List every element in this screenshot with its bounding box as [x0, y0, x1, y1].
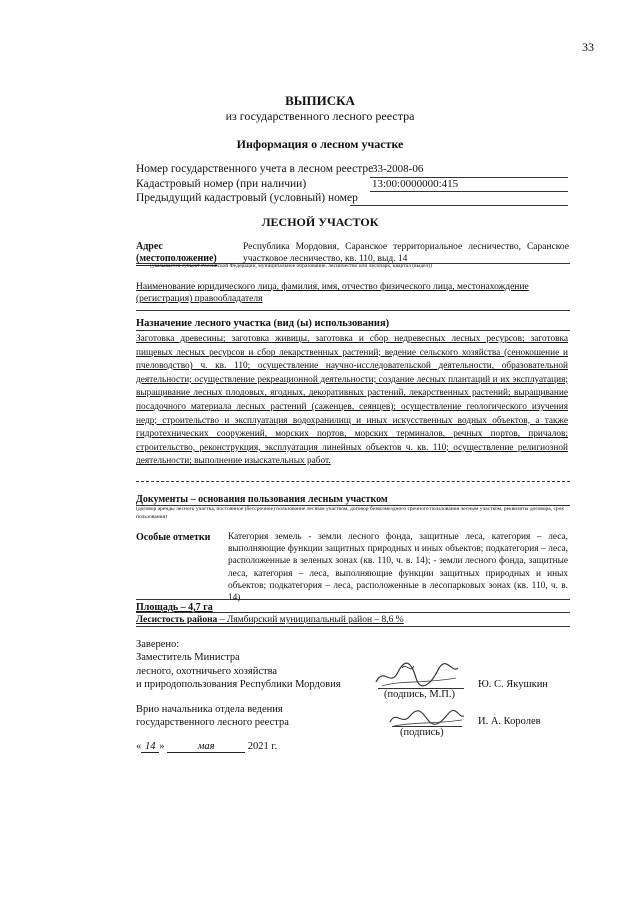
area-text: Площадь – 4,7 га: [136, 602, 213, 613]
reg-number-label: Номер государственного учета в лесном реестре: [136, 163, 374, 175]
purpose-title-line: [136, 330, 570, 331]
document-subtitle: из государственного лесного реестра: [225, 109, 415, 123]
marks-line: [136, 599, 570, 600]
prev-cadastral-line: [350, 205, 568, 206]
position2-block: [136, 703, 289, 730]
address-text: Республика Мордовия, Саранское территориальное лесничество, Саранское участковое лесничество, кв. 110, выд. 14: [243, 242, 569, 264]
info-title: Информация о лесном участке: [236, 137, 404, 151]
purpose-end-line: [136, 481, 570, 482]
cadastral-label: Кадастровый номер (при наличии): [136, 178, 307, 190]
page-number: 33: [582, 40, 594, 54]
date-month: мая: [167, 741, 245, 753]
date-day: 14: [141, 741, 159, 753]
position1-line2: лесного, охотничьего хозяйства: [136, 665, 278, 677]
signatory-name-2: И. А. Королев: [478, 716, 541, 727]
cadastral-line: [370, 191, 568, 192]
docs-note: (договор аренды лесного участка, постоянное (бессрочное) пользование лесным участком, договор безвозмездного срочного пользования лесным участком, реквизиты договора, срок пользования): [136, 506, 565, 520]
position2-line2: государственного лесного реестра: [136, 717, 289, 729]
date-open-quote: «: [136, 741, 142, 752]
position1-line3: и природопользования Республики Мордовия: [136, 678, 341, 690]
position2-line1: Врио начальника отдела ведения: [136, 704, 283, 715]
owner-text: Наименование юридического лица, фамилия, имя, отчество физического лица, местонахождение (регистрация) правообладателя: [136, 282, 529, 304]
signatory-name-1: Ю. С. Якушкин: [478, 679, 548, 690]
document-title: ВЫПИСКА: [285, 93, 355, 108]
issue-date: [136, 741, 277, 753]
address-note: (указывается субъект Российской Федерации, муниципальное образование, лесничество или лесопарк, квартал (выдел)): [150, 263, 432, 269]
special-marks-label: Особые отметки: [136, 532, 211, 543]
date-year: 2021 г.: [247, 741, 278, 752]
certification-block: [136, 638, 341, 691]
forest-cover-label: Лесистость района: [136, 615, 218, 625]
signature-caption-2: (подпись): [400, 727, 444, 738]
special-marks-text: Категория земель - земли лесного фонда, защитные леса, категория – леса, выполняющие функции защитных природных и иных объектов; подкатегория – леса, расположенные в зеленых зонах (кв. 110, ч. в. 14); - земли лесного фонда, защитные леса, категория – леса, выполняющие функции защитных природных и иных объектов; подкатегория – леса, расположенные в лесопарковых зонах (кв. 110, ч. в. 14).: [228, 532, 568, 604]
plot-title: ЛЕСНОЙ УЧАСТОК: [261, 215, 379, 229]
date-close-quote: »: [159, 741, 165, 752]
prev-cadastral-label: Предыдущий кадастровый (условный) номер: [136, 192, 358, 204]
purpose-text: Заготовка древесины; заготовка живицы, заготовка и сбор недревесных лесных ресурсов; заготовка пищевых лесных ресурсов и сбор лекарственных растений; ведение сельского хозяйства (сенокошение и пчеловодство) ч. кв. 110; осуществление научно-исследовательской деятельности, образовательной деятельности; осуществление рекреационной деятельности; создание лесных плантаций и их эксплуатация; выращивание лесных плодовых, ягодных, декоративных растений, лекарственных растений; выращивание посадочного материала лесных растений (саженцев, сеянцев); осуществление геологического изучения недр; строительство и эксплуатация водохранилищ и иных искусственных водных объектов, а также гидротехнических сооружений, морских портов, морских терминалов, речных портов, причалов; строительство, реконструкция, эксплуатация линейных объектов ч. кв. 110; осуществление религиозной деятельности; выполнение изыскательных работ.: [136, 334, 568, 467]
address-label-line1: Адрес: [136, 241, 163, 252]
purpose-title: Назначение лесного участка (вид (ы) использования): [136, 318, 390, 329]
area-line: [136, 612, 570, 613]
forest-line: [136, 626, 570, 627]
position1-line1: Заместитель Министра: [136, 652, 240, 664]
forest-cover-value: – Лямбирский муниципальный район – 8,6 %: [217, 615, 404, 625]
reg-number-value: 33-2008-06: [372, 163, 424, 175]
certified-label: Заверено:: [136, 639, 180, 650]
cadastral-value: 13:00:0000000:415: [372, 178, 459, 190]
forest-cover: [136, 615, 404, 625]
signature-caption-1: (подпись, М.П.): [384, 689, 456, 700]
owner-line: [136, 310, 570, 311]
address-label-line2: (местоположение): [136, 253, 217, 264]
docs-title: Документы – основания пользования лесным участком: [136, 494, 388, 505]
